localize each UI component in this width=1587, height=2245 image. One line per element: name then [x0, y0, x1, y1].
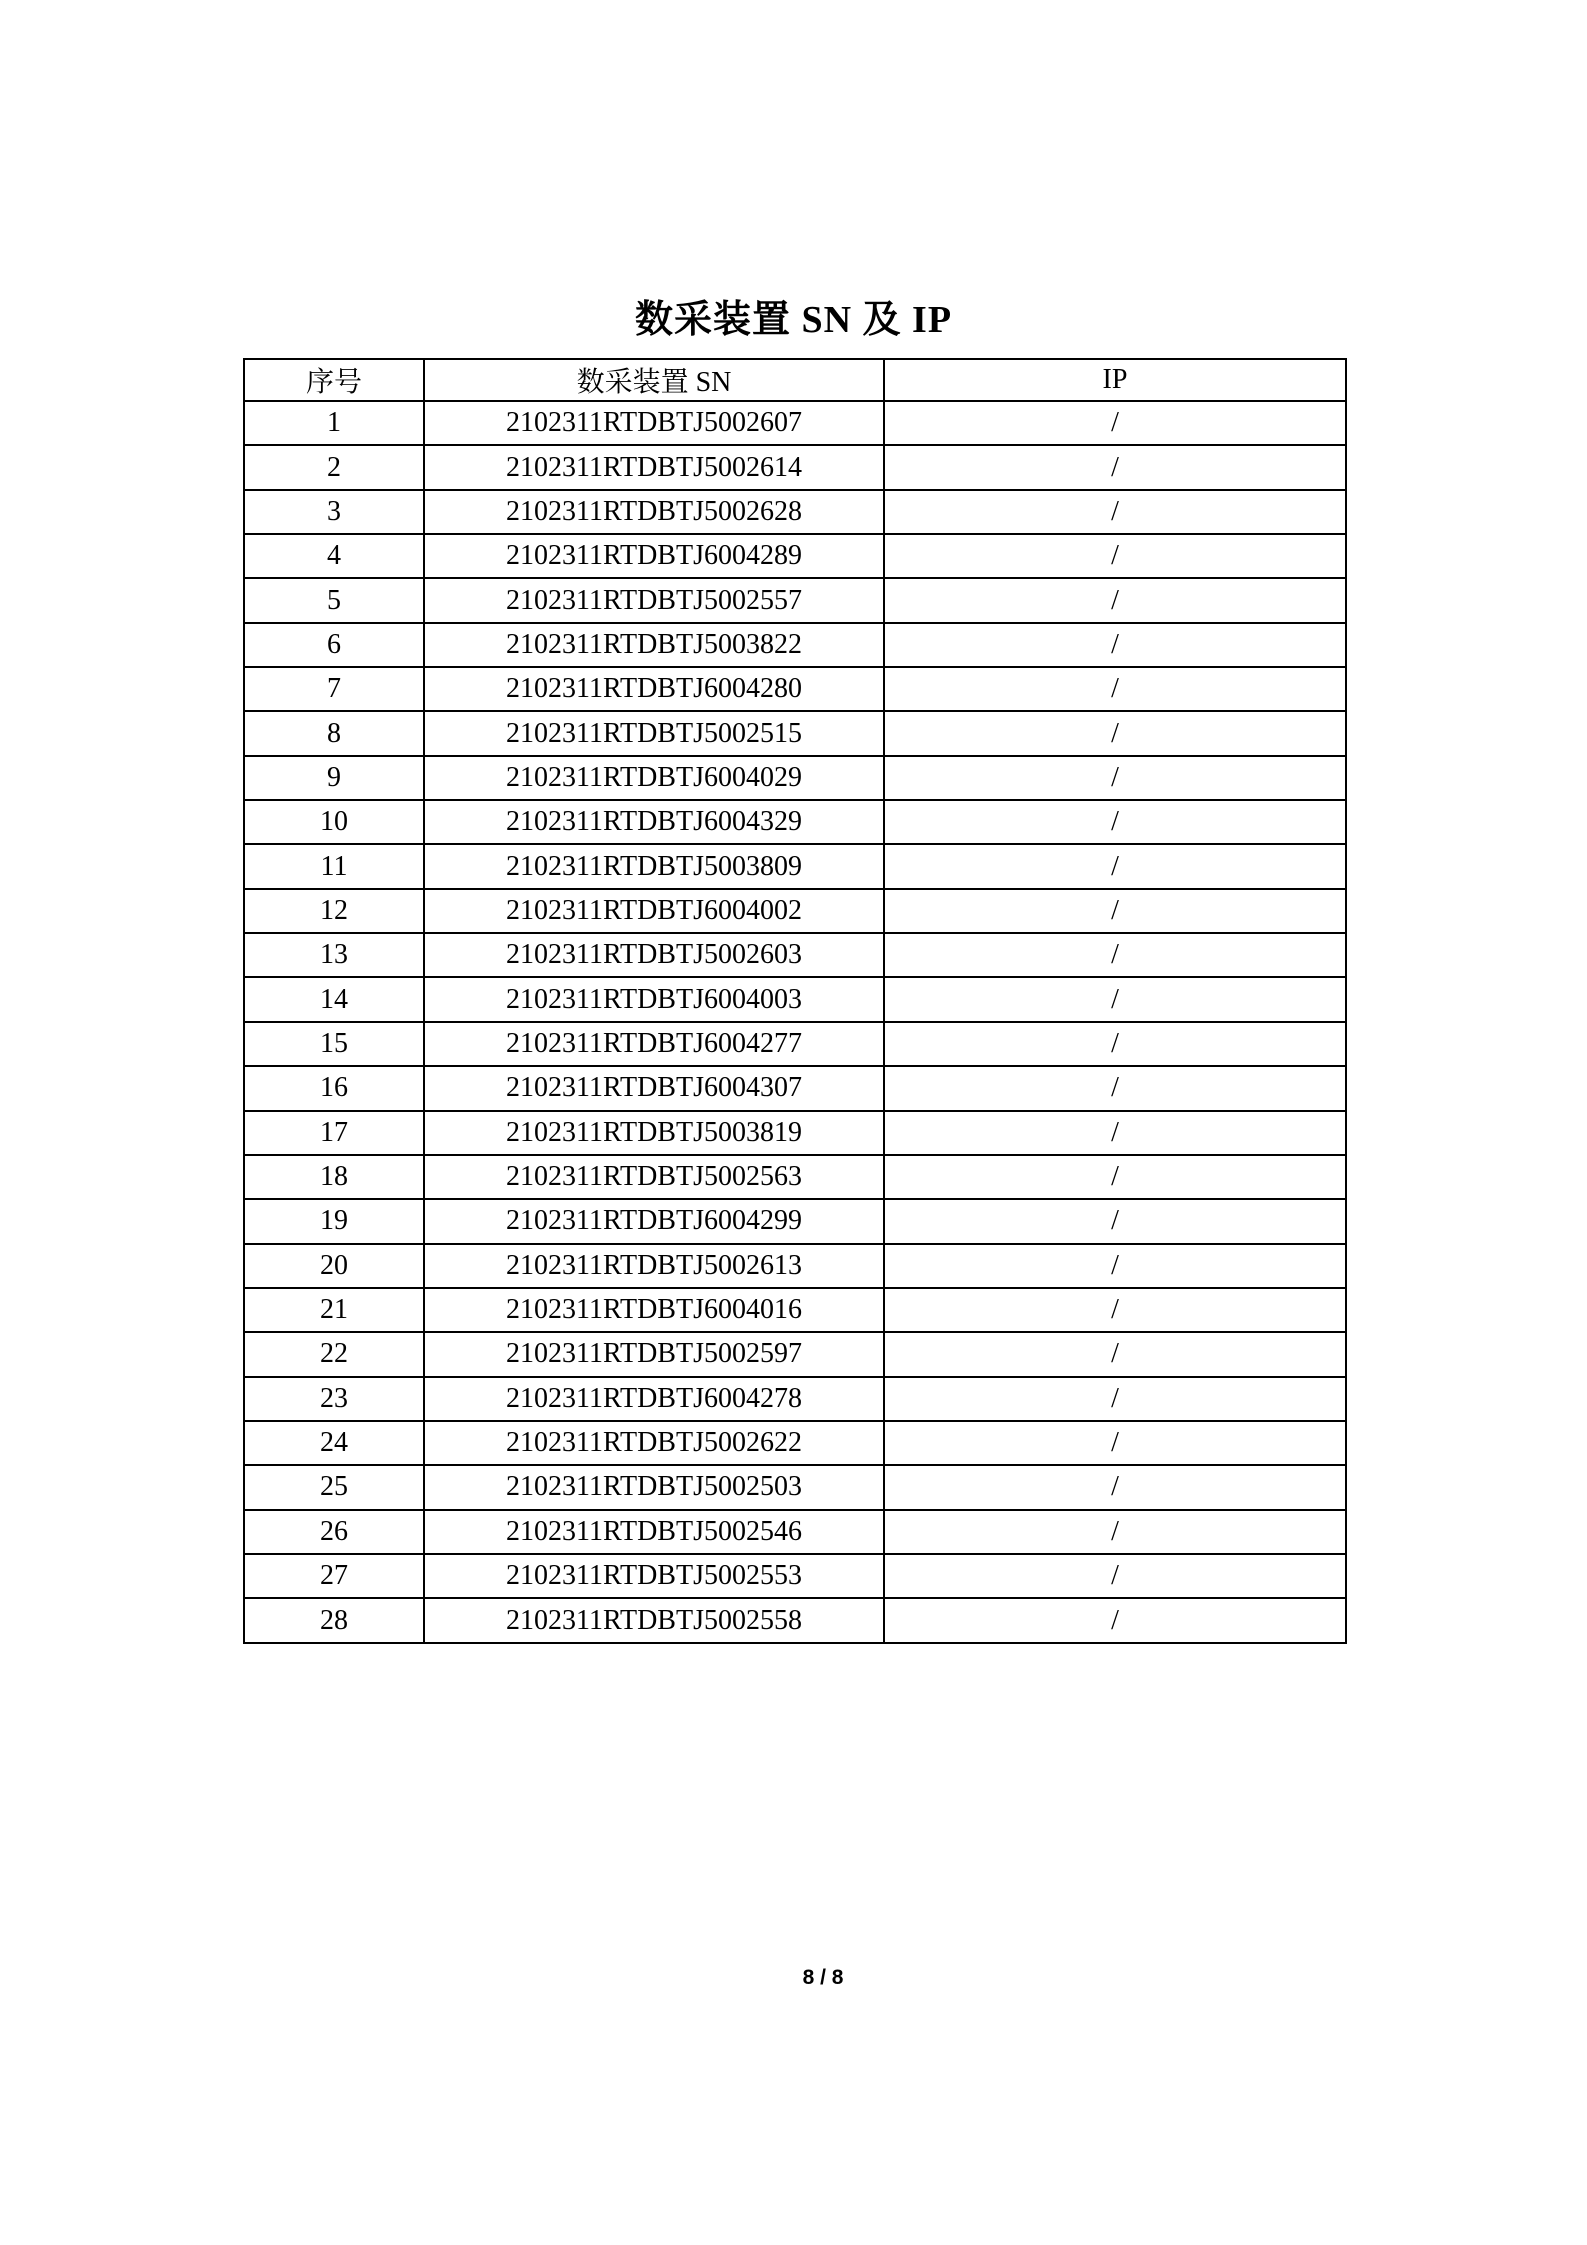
- cell-sn: 2102311RTDBTJ5002553: [424, 1554, 884, 1598]
- cell-index: 18: [244, 1155, 424, 1199]
- table-row: [244, 578, 1346, 622]
- table-row: [244, 977, 1346, 1021]
- table-row: [244, 1111, 1346, 1155]
- table-row: [244, 889, 1346, 933]
- cell-index: 7: [244, 667, 424, 711]
- cell-sn: 2102311RTDBTJ6004277: [424, 1022, 884, 1066]
- table-row: [244, 1244, 1346, 1288]
- cell-ip: /: [884, 1111, 1346, 1155]
- cell-ip: /: [884, 1288, 1346, 1332]
- cell-ip: /: [884, 844, 1346, 888]
- cell-index: 1: [244, 401, 424, 445]
- cell-ip: /: [884, 1554, 1346, 1598]
- table-row: [244, 1332, 1346, 1376]
- cell-index: 15: [244, 1022, 424, 1066]
- cell-index: 22: [244, 1332, 424, 1376]
- table-row: [244, 1066, 1346, 1110]
- cell-ip: /: [884, 1377, 1346, 1421]
- table-row: [244, 1421, 1346, 1465]
- cell-index: 8: [244, 711, 424, 755]
- table-body: [244, 401, 1346, 1643]
- cell-ip: /: [884, 977, 1346, 1021]
- cell-sn: 2102311RTDBTJ5002515: [424, 711, 884, 755]
- cell-sn: 2102311RTDBTJ5002607: [424, 401, 884, 445]
- cell-ip: /: [884, 623, 1346, 667]
- cell-index: 14: [244, 977, 424, 1021]
- cell-ip: /: [884, 490, 1346, 534]
- cell-sn: 2102311RTDBTJ6004289: [424, 534, 884, 578]
- cell-index: 6: [244, 623, 424, 667]
- cell-index: 20: [244, 1244, 424, 1288]
- table-row: [244, 756, 1346, 800]
- cell-sn: 2102311RTDBTJ6004002: [424, 889, 884, 933]
- table-row: [244, 1288, 1346, 1332]
- cell-sn: 2102311RTDBTJ6004329: [424, 800, 884, 844]
- cell-sn: 2102311RTDBTJ5002557: [424, 578, 884, 622]
- cell-sn: 2102311RTDBTJ5002614: [424, 445, 884, 489]
- table-row: [244, 933, 1346, 977]
- table-header-row: [244, 359, 1346, 401]
- cell-ip: /: [884, 667, 1346, 711]
- cell-ip: /: [884, 534, 1346, 578]
- cell-ip: /: [884, 889, 1346, 933]
- table-row: [244, 667, 1346, 711]
- cell-sn: 2102311RTDBTJ5002613: [424, 1244, 884, 1288]
- page-number: 8 / 8: [802, 1966, 844, 1989]
- cell-index: 28: [244, 1598, 424, 1643]
- cell-sn: 2102311RTDBTJ6004299: [424, 1199, 884, 1243]
- cell-ip: /: [884, 1022, 1346, 1066]
- cell-sn: 2102311RTDBTJ6004003: [424, 977, 884, 1021]
- cell-index: 12: [244, 889, 424, 933]
- col-header-index: 序号: [244, 359, 424, 401]
- cell-ip: /: [884, 756, 1346, 800]
- col-header-sn: 数采装置 SN: [424, 359, 884, 401]
- cell-index: 10: [244, 800, 424, 844]
- cell-index: 21: [244, 1288, 424, 1332]
- cell-index: 3: [244, 490, 424, 534]
- cell-ip: /: [884, 1598, 1346, 1643]
- table-row: [244, 401, 1346, 445]
- table-row: [244, 1510, 1346, 1554]
- cell-ip: /: [884, 800, 1346, 844]
- cell-ip: /: [884, 401, 1346, 445]
- cell-ip: /: [884, 711, 1346, 755]
- cell-ip: /: [884, 1155, 1346, 1199]
- table-row: [244, 1465, 1346, 1509]
- cell-index: 23: [244, 1377, 424, 1421]
- table-row: [244, 623, 1346, 667]
- cell-sn: 2102311RTDBTJ5003822: [424, 623, 884, 667]
- cell-sn: 2102311RTDBTJ5002503: [424, 1465, 884, 1509]
- cell-ip: /: [884, 933, 1346, 977]
- table-row: [244, 490, 1346, 534]
- cell-index: 25: [244, 1465, 424, 1509]
- cell-ip: /: [884, 1199, 1346, 1243]
- cell-ip: /: [884, 1332, 1346, 1376]
- cell-sn: 2102311RTDBTJ5002563: [424, 1155, 884, 1199]
- cell-sn: 2102311RTDBTJ5002597: [424, 1332, 884, 1376]
- cell-ip: /: [884, 1465, 1346, 1509]
- col-header-ip: IP: [884, 359, 1346, 401]
- cell-sn: 2102311RTDBTJ5003809: [424, 844, 884, 888]
- cell-ip: /: [884, 1510, 1346, 1554]
- table-row: [244, 1598, 1346, 1643]
- cell-ip: /: [884, 578, 1346, 622]
- cell-sn: 2102311RTDBTJ6004029: [424, 756, 884, 800]
- cell-ip: /: [884, 1066, 1346, 1110]
- cell-ip: /: [884, 1421, 1346, 1465]
- table-row: [244, 1155, 1346, 1199]
- cell-sn: 2102311RTDBTJ6004307: [424, 1066, 884, 1110]
- cell-sn: 2102311RTDBTJ5002546: [424, 1510, 884, 1554]
- cell-ip: /: [884, 1244, 1346, 1288]
- cell-ip: /: [884, 445, 1346, 489]
- cell-sn: 2102311RTDBTJ5002622: [424, 1421, 884, 1465]
- table-header: [244, 359, 1346, 401]
- cell-index: 19: [244, 1199, 424, 1243]
- cell-index: 17: [244, 1111, 424, 1155]
- cell-sn: 2102311RTDBTJ5002603: [424, 933, 884, 977]
- table-row: [244, 800, 1346, 844]
- cell-index: 2: [244, 445, 424, 489]
- cell-index: 13: [244, 933, 424, 977]
- cell-sn: 2102311RTDBTJ6004278: [424, 1377, 884, 1421]
- cell-index: 4: [244, 534, 424, 578]
- table-row: [244, 711, 1346, 755]
- cell-sn: 2102311RTDBTJ5002628: [424, 490, 884, 534]
- cell-index: 9: [244, 756, 424, 800]
- sn-ip-table: [243, 358, 1347, 1644]
- cell-index: 27: [244, 1554, 424, 1598]
- cell-sn: 2102311RTDBTJ5003819: [424, 1111, 884, 1155]
- table-row: [244, 844, 1346, 888]
- table-row: [244, 534, 1346, 578]
- table-row: [244, 1199, 1346, 1243]
- cell-sn: 2102311RTDBTJ6004280: [424, 667, 884, 711]
- cell-index: 24: [244, 1421, 424, 1465]
- cell-sn: 2102311RTDBTJ6004016: [424, 1288, 884, 1332]
- cell-index: 5: [244, 578, 424, 622]
- table-row: [244, 1554, 1346, 1598]
- page-title: 数采装置 SN 及 IP: [634, 299, 953, 341]
- cell-index: 16: [244, 1066, 424, 1110]
- cell-index: 11: [244, 844, 424, 888]
- table-row: [244, 1022, 1346, 1066]
- table-row: [244, 1377, 1346, 1421]
- table-row: [244, 445, 1346, 489]
- cell-index: 26: [244, 1510, 424, 1554]
- cell-sn: 2102311RTDBTJ5002558: [424, 1598, 884, 1643]
